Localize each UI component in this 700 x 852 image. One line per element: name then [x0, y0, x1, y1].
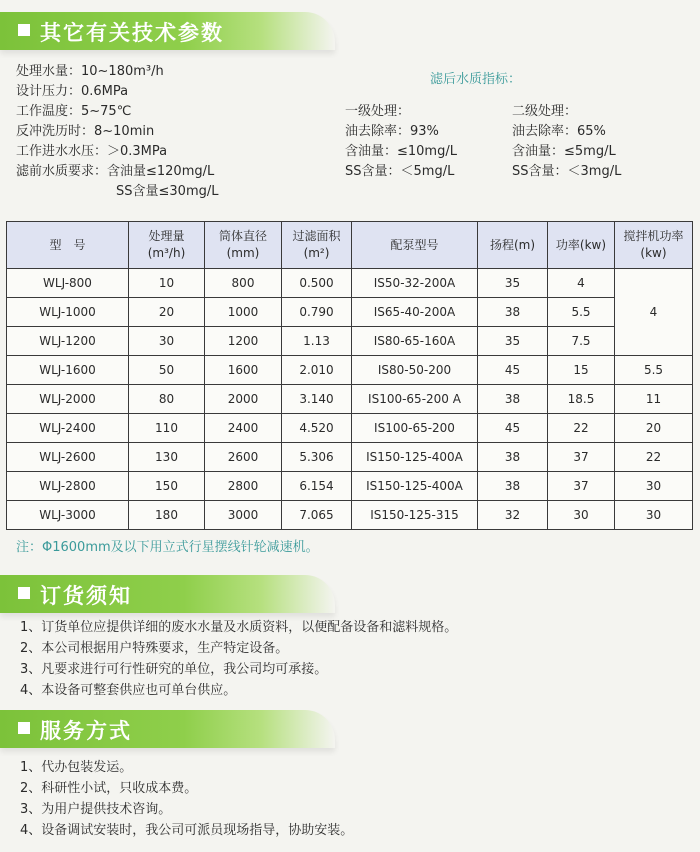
cell-lift: 38 [478, 443, 548, 472]
cell-area: 7.065 [282, 501, 352, 530]
cell-lift: 45 [478, 414, 548, 443]
cell-pump: IS80-65-160A [352, 327, 478, 356]
cell-area: 2.010 [282, 356, 352, 385]
param-temperature: 工作温度：5~75℃ [16, 104, 132, 119]
cell-mixer: 5.5 [615, 356, 693, 385]
list-item: 3、为用户提供技术咨询。 [20, 802, 172, 817]
cell-mixer: 11 [615, 385, 693, 414]
cell-model: WLJ-3000 [7, 501, 129, 530]
param-pressure: 设计压力：0.6MPa [16, 84, 129, 99]
cell-mixer-merged: 4 [615, 269, 693, 356]
cell-pump: IS150-125-315 [352, 501, 478, 530]
cell-mixer: 30 [615, 472, 693, 501]
cell-diameter: 1600 [205, 356, 282, 385]
cell-area: 1.13 [282, 327, 352, 356]
cell-diameter: 1000 [205, 298, 282, 327]
col-header-pump: 配泵型号 [352, 222, 478, 269]
cell-pump: IS150-125-400A [352, 443, 478, 472]
list-item: 2、科研性小试，只收成本费。 [20, 781, 198, 796]
cell-flow: 50 [129, 356, 205, 385]
service-list [20, 757, 353, 841]
cell-area: 5.306 [282, 443, 352, 472]
col-header-flow-label: 处理量 [148, 229, 185, 243]
cell-power: 37 [548, 443, 615, 472]
quality-g2-ss: SS含量：＜3mg/L [512, 164, 622, 179]
cell-lift: 35 [478, 327, 548, 356]
quality-g2-title: 二级处理： [512, 104, 578, 119]
cell-diameter: 1200 [205, 327, 282, 356]
cell-area: 3.140 [282, 385, 352, 414]
cell-pump: IS100-65-200 [352, 414, 478, 443]
cell-flow: 130 [129, 443, 205, 472]
cell-diameter: 2600 [205, 443, 282, 472]
cell-power: 22 [548, 414, 615, 443]
table-row [7, 327, 693, 356]
cell-diameter: 2800 [205, 472, 282, 501]
cell-area: 0.790 [282, 298, 352, 327]
table-row [7, 414, 693, 443]
table-header-row [7, 222, 693, 269]
col-header-mixer [615, 222, 693, 269]
section-banner-ordering [0, 575, 335, 613]
table-row [7, 472, 693, 501]
cell-model: WLJ-1600 [7, 356, 129, 385]
col-header-flow-unit: (m³/h) [147, 246, 186, 260]
list-item: 3、凡要求进行可行性研究的单位，我公司均可承接。 [20, 662, 328, 677]
cell-pump: IS150-125-400A [352, 472, 478, 501]
col-header-model: 型 号 [7, 222, 129, 269]
quality-g1-title: 一级处理： [345, 104, 411, 119]
param-flow: 处理水量：10~180m³/h [16, 64, 164, 79]
cell-power: 5.5 [548, 298, 615, 327]
col-header-diameter [205, 222, 282, 269]
cell-pump: IS80-50-200 [352, 356, 478, 385]
list-item: 2、本公司根据用户特殊要求，生产特定设备。 [20, 641, 289, 656]
cell-mixer: 20 [615, 414, 693, 443]
section-title: 其它有关技术参数 [40, 21, 224, 45]
cell-model: WLJ-2400 [7, 414, 129, 443]
cell-lift: 35 [478, 269, 548, 298]
list-item: 1、订货单位应提供详细的废水水量及水质资料，以便配备设备和滤料规格。 [20, 620, 458, 635]
cell-diameter: 2000 [205, 385, 282, 414]
param-prefilter-oil: 滤前水质要求：含油量≤120mg/L [16, 164, 215, 179]
cell-mixer: 30 [615, 501, 693, 530]
cell-model: WLJ-1200 [7, 327, 129, 356]
cell-power: 7.5 [548, 327, 615, 356]
quality-g1-oil-removal: 油去除率：93% [345, 124, 439, 139]
table-row [7, 501, 693, 530]
cell-model: WLJ-2000 [7, 385, 129, 414]
spec-table [6, 221, 693, 530]
bullet-square-icon [18, 587, 30, 599]
cell-mixer: 22 [615, 443, 693, 472]
col-header-mixer-unit: (kw) [640, 246, 667, 260]
cell-diameter: 3000 [205, 501, 282, 530]
ordering-list [20, 617, 457, 701]
col-header-diameter-unit: (mm) [226, 246, 260, 260]
cell-power: 4 [548, 269, 615, 298]
cell-model: WLJ-800 [7, 269, 129, 298]
param-prefilter-ss: SS含量≤30mg/L [116, 184, 219, 199]
col-header-mixer-label: 搅拌机功率 [623, 229, 684, 243]
table-row [7, 385, 693, 414]
cell-model: WLJ-2600 [7, 443, 129, 472]
quality-g2-oil-content: 含油量：≤5mg/L [512, 144, 616, 159]
table-row [7, 356, 693, 385]
table-note: 注：Φ1600mm及以下用立式行星摆线针轮减速机。 [16, 540, 319, 555]
cell-flow: 110 [129, 414, 205, 443]
col-header-power: 功率(kw) [548, 222, 615, 269]
cell-flow: 20 [129, 298, 205, 327]
cell-lift: 38 [478, 472, 548, 501]
section-banner-tech-params [0, 12, 335, 50]
cell-model: WLJ-2800 [7, 472, 129, 501]
cell-lift: 38 [478, 385, 548, 414]
cell-power: 37 [548, 472, 615, 501]
cell-area: 4.520 [282, 414, 352, 443]
col-header-lift: 扬程(m) [478, 222, 548, 269]
cell-area: 6.154 [282, 472, 352, 501]
cell-pump: IS50-32-200A [352, 269, 478, 298]
cell-flow: 30 [129, 327, 205, 356]
cell-flow: 80 [129, 385, 205, 414]
quality-g2-oil-removal: 油去除率：65% [512, 124, 606, 139]
param-backwash: 反冲洗历时：8~10min [16, 124, 155, 139]
table-row [7, 443, 693, 472]
bullet-square-icon [18, 24, 30, 36]
quality-title: 滤后水质指标： [430, 72, 522, 87]
col-header-area [282, 222, 352, 269]
quality-g1-ss: SS含量：＜5mg/L [345, 164, 455, 179]
bullet-square-icon [18, 722, 30, 734]
table-row [7, 298, 693, 327]
col-header-flow [129, 222, 205, 269]
cell-flow: 180 [129, 501, 205, 530]
section-title: 订货须知 [40, 584, 132, 608]
quality-g1-oil-content: 含油量：≤10mg/L [345, 144, 457, 159]
cell-flow: 10 [129, 269, 205, 298]
list-item: 1、代办包装发运。 [20, 760, 133, 775]
cell-pump: IS100-65-200 A [352, 385, 478, 414]
section-banner-service [0, 710, 335, 748]
cell-diameter: 2400 [205, 414, 282, 443]
table-row [7, 269, 693, 298]
cell-power: 30 [548, 501, 615, 530]
cell-lift: 32 [478, 501, 548, 530]
cell-power: 15 [548, 356, 615, 385]
section-title: 服务方式 [40, 719, 132, 743]
list-item: 4、本设备可整套供应也可单台供应。 [20, 683, 237, 698]
cell-model: WLJ-1000 [7, 298, 129, 327]
cell-flow: 150 [129, 472, 205, 501]
col-header-diameter-label: 筒体直径 [218, 229, 267, 243]
cell-diameter: 800 [205, 269, 282, 298]
list-item: 4、设备调试安装时，我公司可派员现场指导，协助安装。 [20, 823, 354, 838]
cell-lift: 45 [478, 356, 548, 385]
cell-area: 0.500 [282, 269, 352, 298]
col-header-area-label: 过滤面积 [292, 229, 341, 243]
cell-power: 18.5 [548, 385, 615, 414]
cell-lift: 38 [478, 298, 548, 327]
param-inlet-pressure: 工作进水水压：＞0.3MPa [16, 144, 168, 159]
col-header-area-unit: (m²) [303, 246, 330, 260]
cell-pump: IS65-40-200A [352, 298, 478, 327]
